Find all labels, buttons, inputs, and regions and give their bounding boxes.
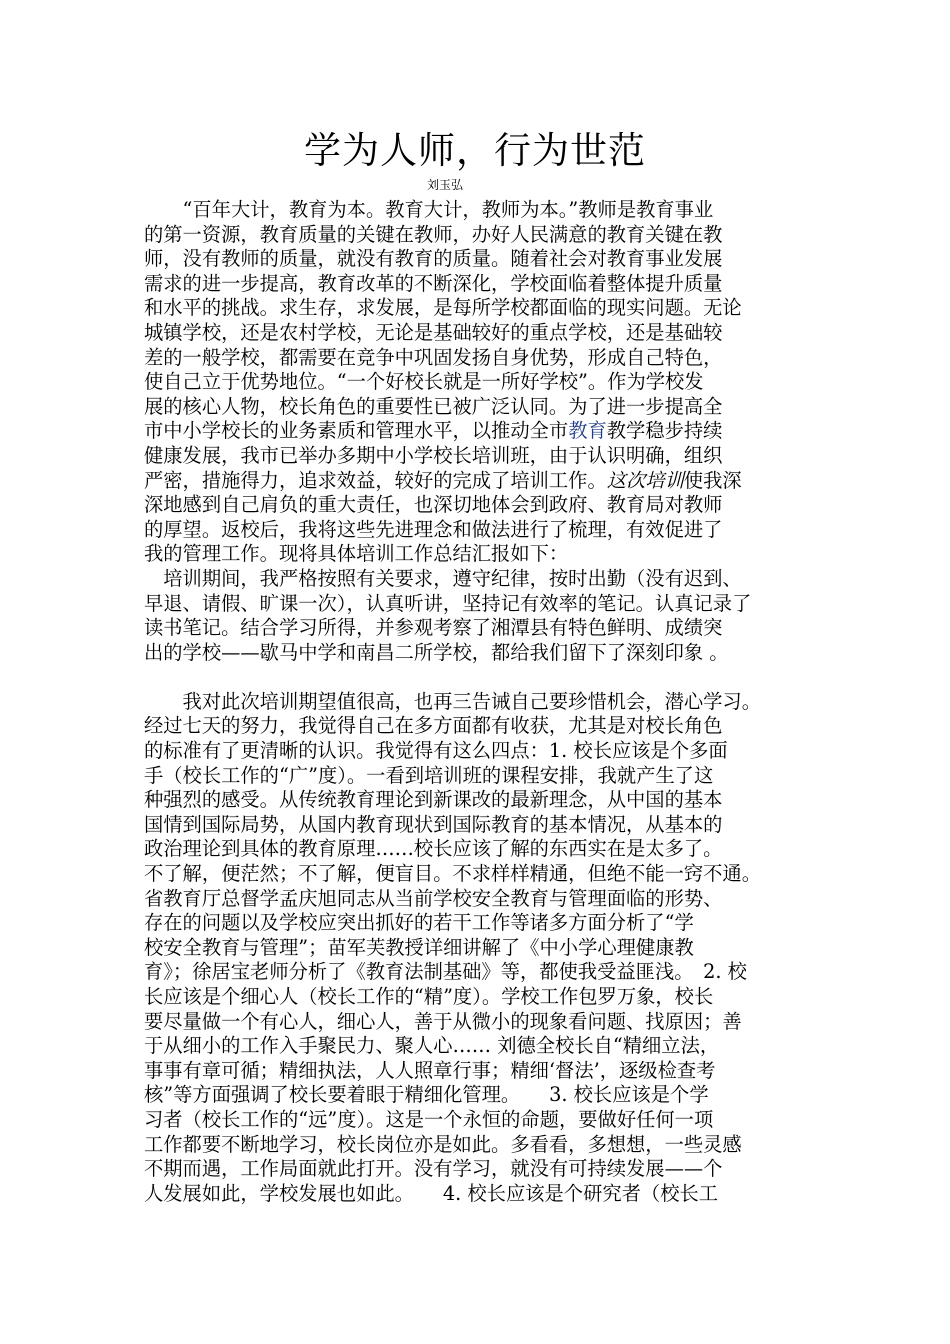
text-line: 校安全教育与管理”；苗军芙教授详细讲解了《中小学心理健康教 <box>144 935 694 959</box>
text-line: 核”等方面强调了校长要着眼于精细化管理。 3. 校长应该是个学 <box>144 1083 709 1107</box>
document-author: 刘玉弘 <box>426 178 463 192</box>
text-line: 需求的进一步提高，教育改革的不断深化，学校面临着整体提升质量 <box>144 271 723 295</box>
text-line: 培训期间，我严格按照有关要求，遵守纪律，按时出勤（没有迟到、 <box>144 566 742 590</box>
blank-line <box>144 665 824 690</box>
italic-text: 这次培训 <box>606 468 684 492</box>
text-line: 使自己立于优势地位。“一个好校长就是一所好学校”。作为学校发 <box>144 370 704 394</box>
text-line: 育》；徐居宝老师分析了《教育法制基础》等，都使我受益匪浅。 2. 校 <box>144 960 747 984</box>
text-line: 种强烈的感受。从传统教育理论到新课改的最新理念，从中国的基本 <box>144 788 723 812</box>
text-line: 习者（校长工作的“远”度）。这是一个永恒的命题，要做好任何一项 <box>144 1107 714 1131</box>
text-line: 政治理论到具体的教育原理……校长应该了解的东西实在是太多了。 <box>144 837 723 861</box>
text-line: 健康发展，我市已举办多期中小学校长培训班，由于认识明确，组织 <box>144 443 723 467</box>
text-line: 差的一般学校，都需要在竞争中巩固发扬自身优势，形成自己特色， <box>144 345 723 369</box>
text-line: 和水平的挑战。求生存，求发展，是每所学校都面临的现实问题。无论 <box>144 296 742 320</box>
text-line: 展的核心人物，校长角色的重要性已被广泛认同。为了进一步提高全 <box>144 394 723 418</box>
text-line: 长应该是个细心人（校长工作的“精”度）。学校工作包罗万象，校长 <box>144 985 714 1008</box>
text-line <box>144 419 824 444</box>
text-line: 我的管理工作。现将具体培训工作总结汇报如下： <box>144 542 569 566</box>
text-line: 的厚望。返校后，我将这些先进理念和做法进行了梳理，有效促进了 <box>144 517 723 541</box>
text-line: 早退、请假、旷课一次），认真听讲，坚持记有效率的笔记。认真记录了 <box>144 591 752 615</box>
document-title: 学为人师，行为世范 <box>304 129 646 172</box>
text-line: 的第一资源，教育质量的关键在教师，办好人民满意的教育关键在教 <box>144 222 723 246</box>
text-segment: 市中小学校长的业务素质和管理水平，以推动全市 <box>144 419 569 443</box>
text-line: 城镇学校，还是农村学校，无论是基础较好的重点学校，还是基础较 <box>144 320 723 344</box>
document-body <box>144 198 824 1206</box>
text-line: 读书笔记。结合学习所得，并参观考察了湘潭县有特色鲜明、成绩突 <box>144 616 723 640</box>
text-line: 工作都要不断地学习，校长岗位亦是如此。多看看，多想想，一些灵感 <box>144 1132 742 1156</box>
text-line: 不了解，便茫然；不了解，便盲目。不求样样精通，但绝不能一窍不通。 <box>144 862 761 886</box>
text-line: 出的学校——歇马中学和南昌二所学校，都给我们留下了深刻印象 。 <box>144 640 729 664</box>
text-line: “百年大计，教育为本。教育大计，教师为本。”教师是教育事业 <box>144 198 714 221</box>
text-line: 我对此次培训期望值很高，也再三告诫自己要珍惜机会，潜心学习。 <box>144 689 761 713</box>
text-line: 事事有章可循；精细执法，人人照章行事；精细‘督法’，逐级检查考 <box>144 1058 716 1082</box>
text-line: 手（校长工作的“广”度）。一看到培训班的课程安排，我就产生了这 <box>144 763 714 787</box>
text-line <box>144 469 824 494</box>
text-segment: 使我深 <box>683 468 742 492</box>
text-segment: 教学稳步持续 <box>606 419 723 443</box>
text-line: 师，没有教师的质量，就没有教育的质量。随着社会对教育事业发展 <box>144 247 723 271</box>
text-line: 经过七天的努力，我觉得自己在多方面都有收获，尤其是对校长角色 <box>144 714 723 738</box>
text-line: 国情到国际局势，从国内教育现状到国际教育的基本情况，从基本的 <box>144 812 723 836</box>
text-line: 的标准有了更清晰的认识。我觉得有这么四点：1. 校长应该是个多面 <box>144 739 728 763</box>
text-line: 省教育厅总督学孟庆旭同志从当前学校安全教育与管理面临的形势、 <box>144 886 723 910</box>
text-line: 要尽量做一个有心人，细心人，善于从微小的现象看问题、找原因；善 <box>144 1009 742 1033</box>
text-line: 不期而遇，工作局面就此打开。没有学习，就没有可持续发展——个 <box>144 1157 723 1181</box>
inline-link[interactable]: 教育 <box>568 419 607 443</box>
text-segment: 严密，措施得力，追求效益，较好的完成了培训工作。 <box>144 468 607 492</box>
text-line: 人发展如此，学校发展也如此。 4. 校长应该是个研究者（校长工 <box>144 1181 719 1205</box>
text-line: 存在的问题以及学校应突出抓好的若干工作等诸多方面分析了“学 <box>144 911 694 935</box>
text-line: 于从细小的工作入手聚民力、聚人心…… 刘德全校长自“精细立法， <box>144 1034 720 1058</box>
text-line: 深地感到自己肩负的重大责任，也深切地体会到政府、教育局对教师 <box>144 493 723 517</box>
